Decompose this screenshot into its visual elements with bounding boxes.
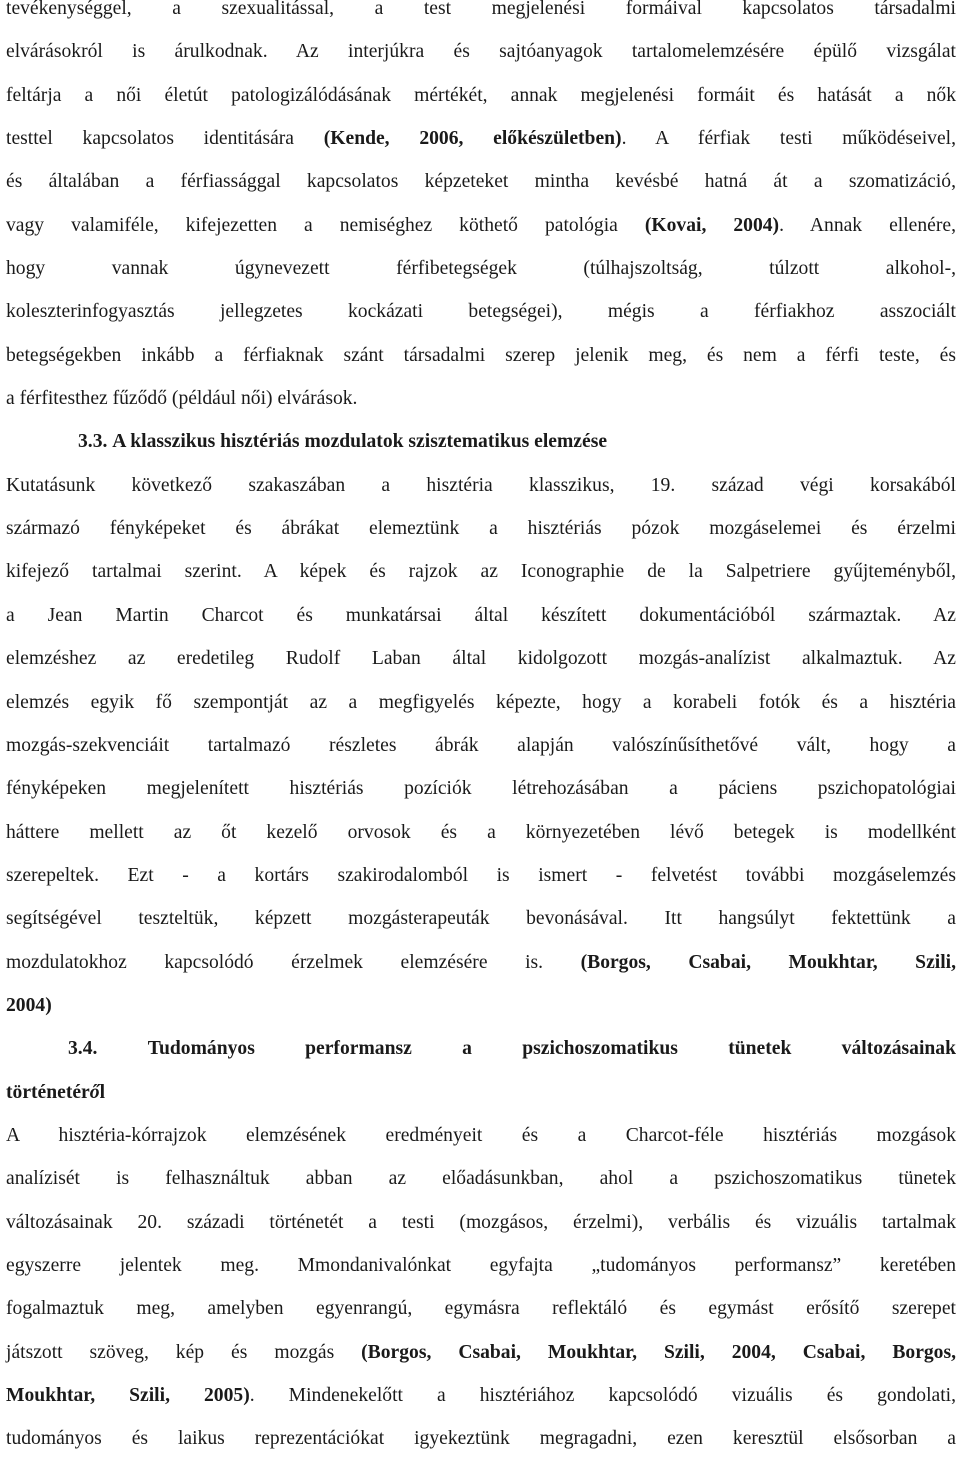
text-line: fogalmaztuk meg, amelyben egyenrangú, egymásra reflektáló és egymást erősítő szerepet [6, 1298, 956, 1320]
text-line: fényképeken megjelenített hisztériás pozíciók létrehozásában a páciens pszichopatológiai [6, 778, 956, 800]
text-span: . A férfiak testi működéseivel, [621, 128, 956, 150]
text-line: Kutatásunk következő szakaszában a hisztéria klasszikus, 19. század végi korsakából [6, 474, 956, 496]
text-line: elemzéshez az eredetileg Rudolf Laban által kidolgozott mozgás-analízist alkalmaztuk. Az [6, 648, 956, 670]
citation: 2004) [6, 994, 52, 1016]
text-line: koleszterinfogyasztás jellegzetes kockázati betegségei), mégis a férfiakhoz asszociált [6, 301, 956, 323]
text-line [6, 1374, 956, 1417]
text-line [6, 941, 956, 984]
section-title: A klasszikus hisztériás mozdulatok szisztematikus elemzése [112, 431, 608, 453]
text-span: történetér [6, 1081, 90, 1103]
section-heading-3-4 [6, 1027, 956, 1070]
text-span: . Annak ellenére, [779, 214, 956, 236]
section-title: Tudományos performansz a pszichoszomatikus tünetek változásainak [147, 1038, 956, 1060]
section-heading-3-4-cont [6, 1071, 956, 1114]
text-line: analízisét is felhasználtuk abban az előadásunkban, ahol a pszichoszomatikus tünetek [6, 1168, 956, 1190]
text-span: l [99, 1081, 106, 1103]
text-line [6, 204, 956, 247]
citation: (Borgos, Csabai, Moukhtar, Szili, [580, 951, 956, 973]
text-line: kifejező tartalmai szerint. A képek és rajzok az Iconographie de la Salpetriere gyűjteményből, [6, 561, 956, 583]
citation: (Kende, 2006, előkészületben) [323, 128, 622, 150]
section-heading-3-3 [6, 420, 956, 463]
citation: (Kovai, 2004) [644, 214, 780, 236]
text-line: egyszerre jelentek meg. Mmondanivalónkat egyfajta „tudományos performansz” keretében [6, 1254, 956, 1276]
text-line: A hisztéria-kórrajzok elemzésének eredményeit és a Charcot-féle hisztériás mozgások [6, 1124, 956, 1146]
paragraph [6, 464, 956, 1027]
text-line: betegségekben inkább a férfiaknak szánt társadalmi szerep jelenik meg, és nem a férfi teste, és [6, 344, 956, 366]
document-page [6, 0, 956, 1461]
text-line: tudományos és laikus reprezentációkat igyekeztünk megragadni, ezen keresztül elsősorban a [6, 1428, 956, 1450]
section-number: 3.3. [78, 431, 108, 453]
text-line [6, 117, 956, 160]
citation: (Borgos, Csabai, Moukhtar, Szili, 2004, Csabai, Borgos, [361, 1341, 957, 1363]
text-span: játszott szöveg, kép és mozgás [6, 1341, 362, 1363]
text-line: a Jean Martin Charcot és munkatársai által készített dokumentációból származtak. Az [6, 604, 956, 626]
text-line: elvárásokról is árulkodnak. Az interjúkra és sajtóanyagok tartalomelemzésére épülő vizsgálat [6, 41, 956, 63]
text-line: feltárja a női életút patologizálódásának mértékét, annak megjelenési formáit és hatását a nők [6, 84, 956, 106]
text-line: származó fényképeket és ábrákat elemeztünk a hisztériás pózok mozgáselemei és érzelmi [6, 518, 956, 540]
text-line: hogy vannak úgynevezett férfibetegségek (túlhajszoltság, túlzott alkohol-, [6, 258, 956, 280]
text-line: háttere mellett az őt kezelő orvosok és a környezetében lévő betegek is modellként [6, 821, 956, 843]
section-title-cont [6, 1082, 105, 1103]
text-line: segítségével teszteltük, képzett mozgásterapeuták bevonásával. Itt hangsúlyt fektettünk a [6, 908, 956, 930]
text-span: . Mindenekelőtt a hisztériához kapcsolódó vizuális és gondolati, [249, 1385, 957, 1406]
text-line: szerepeltek. Ezt - a kortárs szakirodalomból is ismert - felvetést további mozgáselemzés [6, 864, 956, 886]
text-span: vagy valamiféle, kifejezetten a nemiséghez köthető patológia [6, 214, 645, 236]
paragraph [6, 0, 956, 420]
paragraph [6, 1114, 956, 1461]
citation: Moukhtar, Szili, 2005) [6, 1385, 250, 1406]
text-line [6, 1331, 956, 1374]
text-line: elemzés egyik fő szempontját az a megfigyelés képezte, hogy a korabeli fotók és a hisztéria [6, 691, 956, 713]
text-line: a férfitesthez fűződő (például női) elvárások. [6, 388, 358, 410]
text-line: változásainak 20. századi történetét a testi (mozgásos, érzelmi), verbális és vizuális tartalmak [6, 1211, 956, 1233]
section-number: 3.4. [68, 1038, 98, 1060]
text-line [6, 984, 956, 1027]
text-line: mozgás-szekvenciáit tartalmazó részletes ábrák alapján valószínűsíthetővé vált, hogy a [6, 734, 956, 756]
text-line: tevékenységgel, a szexualitással, a test megjelenési formáival kapcsolatos társadalmi [6, 0, 956, 19]
text-line: és általában a férfiassággal kapcsolatos képzeteket mintha kevésbé hatná át a szomatizáció, [6, 171, 956, 193]
text-span: mozdulatokhoz kapcsolódó érzelmek elemzésére is. [6, 951, 581, 973]
text-span: ő [89, 1081, 100, 1103]
text-span: testtel kapcsolatos identitására [6, 128, 324, 150]
